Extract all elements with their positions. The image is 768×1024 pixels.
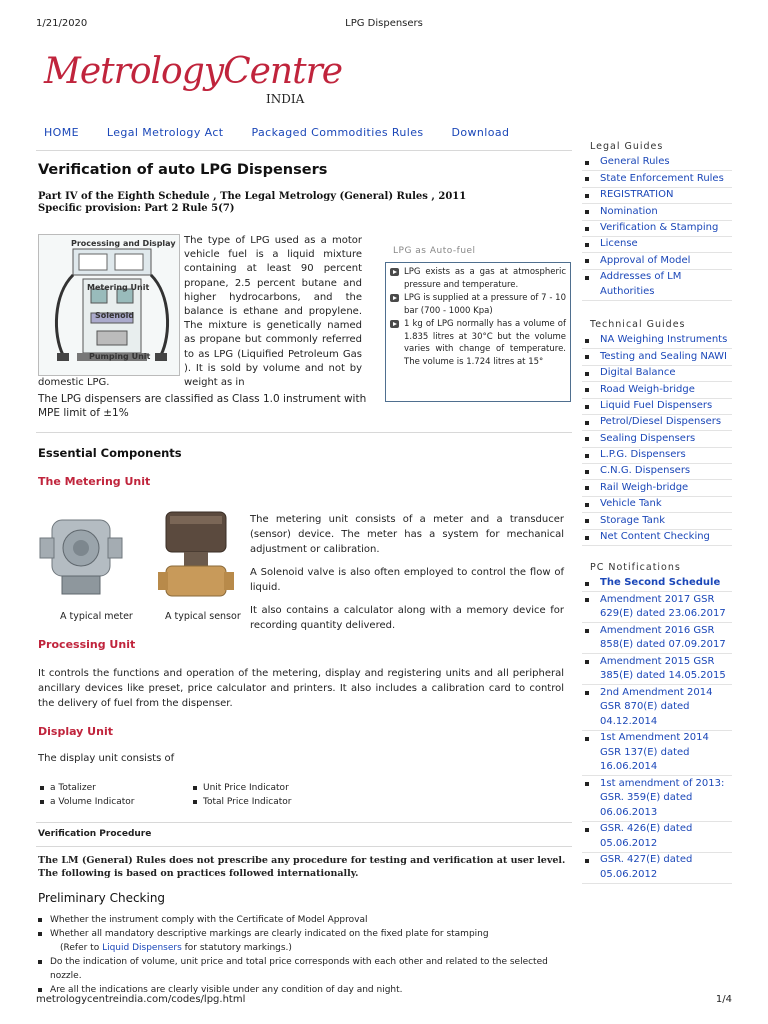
sidebar-legal-item-0[interactable]: General Rules: [582, 155, 732, 171]
sidebar-pc-item-4[interactable]: 2nd Amendment 2014 GSR 870(E) dated 04.12.2014: [582, 685, 732, 731]
sidebar-pc-item-5[interactable]: 1st Amendment 2014 GSR 137(E) dated 16.06.2014: [582, 731, 732, 777]
label-processing-display: Processing and Display: [71, 239, 176, 248]
sidebar-legal-guides-title: Legal Guides: [590, 141, 664, 152]
sidebar-pc-item-2[interactable]: Amendment 2016 GSR 858(E) dated 07.09.2017: [582, 623, 732, 654]
display-list-left: [40, 781, 134, 809]
heading-essential-components: Essential Components: [38, 446, 182, 460]
meter-caption: A typical meter: [60, 611, 133, 622]
main-nav: [44, 126, 533, 139]
site-logo[interactable]: [44, 51, 343, 112]
subtitle-provision: Specific provision: Part 2 Rule 5(7): [38, 203, 235, 214]
intro-paragraph: The type of LPG used as a motor vehicle fuel is a liquid mixture containing at least 90 percent propane, 2.5 percent butane and higher hydrocarbons, and the balance is ethane and propylene. The mixture is genetically named as propane but commonly referred to as LPG (Liquified Petroleum Gas ). It is sold by volume and not by weight as in: [184, 235, 362, 389]
logo-subtext: INDIA: [266, 92, 305, 106]
divider: [36, 432, 572, 433]
sidebar-technical-guides-title: Technical Guides: [590, 319, 686, 330]
nav-packaged-commodities-rules[interactable]: Packaged Commodities Rules: [251, 126, 424, 139]
arrow-bullet-icon: [390, 268, 399, 276]
divider: [36, 846, 572, 847]
sidebar-technical-item-4[interactable]: Liquid Fuel Dispensers: [582, 399, 732, 415]
sidebar-legal-item-5[interactable]: License: [582, 237, 732, 253]
list-item: Total Price Indicator: [193, 795, 291, 809]
nav-home[interactable]: HOME: [44, 126, 79, 139]
label-metering-unit: Metering Unit: [87, 283, 150, 292]
label-solenoid: Solenoid: [95, 311, 135, 320]
nav-legal-metrology-act[interactable]: Legal Metrology Act: [106, 126, 224, 139]
sidebar-technical-item-6[interactable]: Sealing Dispensers: [582, 431, 732, 447]
sidebar-technical-item-0[interactable]: NA Weighing Instruments: [582, 333, 732, 349]
display-intro: The display unit consists of: [38, 753, 175, 764]
processing-description: It controls the functions and operation of the metering, display and registering units and all peripheral ancillary devices like preset, price calculator and printers. It also includes a calibration card to control the delivery of fuel from the dispenser.: [38, 668, 564, 709]
sidebar-pc-item-6[interactable]: 1st amendment of 2013: GSR. 359(E) dated 06.06.2013: [582, 776, 732, 822]
info-box-title: LPG as Auto-fuel: [393, 246, 476, 256]
arrow-bullet-icon: [390, 294, 399, 302]
info-item: 1 kg of LPG normally has a volume of 1.835 litres at 30°C but the volume varies with change of temperature. The volume is 1.724 litres at 15°: [390, 318, 566, 368]
metering-paragraph: A Solenoid valve is also often employed to control the flow of liquid.: [250, 567, 564, 593]
print-page-number: 1/4: [715, 994, 732, 1005]
list-item: Whether all mandatory descriptive markings are clearly indicated on the fixed plate for stamping: [38, 927, 578, 941]
lm-rules-note: The LM (General) Rules does not prescribe any procedure for testing and verification at user level. The following is based on practices followed internationally.: [38, 855, 566, 879]
sidebar-technical-guides: [582, 333, 732, 546]
sidebar-legal-item-3[interactable]: Nomination: [582, 204, 732, 220]
divider: [36, 822, 572, 823]
sidebar-technical-item-1[interactable]: Testing and Sealing NAWI: [582, 349, 732, 365]
sidebar-pc-item-8[interactable]: GSR. 427(E) dated 05.06.2012: [582, 853, 732, 884]
sensor-image: [158, 506, 234, 602]
sidebar-technical-item-3[interactable]: Road Weigh-bridge: [582, 382, 732, 398]
info-box: [385, 262, 571, 402]
sidebar-technical-item-5[interactable]: Petrol/Diesel Dispensers: [582, 415, 732, 431]
sidebar-pc-notifications: [582, 576, 732, 884]
print-title: LPG Dispensers: [345, 18, 423, 29]
liquid-dispensers-link[interactable]: Liquid Dispensers: [102, 943, 182, 953]
metering-description: [250, 512, 564, 641]
sidebar-pc-notifications-title: PC Notifications: [590, 562, 681, 573]
info-item: LPG exists as a gas at atmospheric pressure and temperature.: [390, 266, 566, 291]
intro-paragraph-end: domestic LPG.: [38, 377, 110, 388]
list-item-refer: (Refer to Liquid Dispensers for statutory markings.): [60, 943, 292, 953]
sidebar-legal-item-7[interactable]: Addresses of LM Authorities: [582, 270, 732, 301]
nav-download[interactable]: Download: [451, 126, 510, 139]
sidebar-pc-item-7[interactable]: GSR. 426(E) dated 05.06.2012: [582, 822, 732, 853]
sidebar-technical-item-11[interactable]: Storage Tank: [582, 513, 732, 529]
sidebar-pc-item-0[interactable]: The Second Schedule: [582, 576, 732, 592]
heading-processing-unit: Processing Unit: [38, 638, 136, 651]
sidebar-legal-item-2[interactable]: REGISTRATION: [582, 188, 732, 204]
display-list-right: [193, 781, 291, 809]
subtitle-schedule: Part IV of the Eighth Schedule , The Legal Metrology (General) Rules , 2011: [38, 191, 467, 202]
sidebar-technical-item-10[interactable]: Vehicle Tank: [582, 497, 732, 513]
list-item: Whether the instrument comply with the Certificate of Model Approval: [38, 913, 578, 927]
metering-paragraph: It also contains a calculator along with a memory device for recording quantity delivered.: [250, 605, 564, 631]
divider: [36, 150, 572, 151]
sidebar-technical-item-9[interactable]: Rail Weigh-bridge: [582, 480, 732, 496]
verification-procedure-label: Verification Procedure: [38, 829, 152, 839]
sidebar-technical-item-7[interactable]: L.P.G. Dispensers: [582, 448, 732, 464]
sidebar-technical-item-2[interactable]: Digital Balance: [582, 366, 732, 382]
arrow-bullet-icon: [390, 320, 399, 328]
print-date: 1/21/2020: [36, 18, 88, 29]
logo-text: MetrologyCentre: [44, 51, 343, 92]
sidebar-pc-item-1[interactable]: Amendment 2017 GSR 629(E) dated 23.06.2017: [582, 592, 732, 623]
sidebar-technical-item-8[interactable]: C.N.G. Dispensers: [582, 464, 732, 480]
sidebar-legal-item-6[interactable]: Approval of Model: [582, 253, 732, 269]
list-item: Do the indication of volume, unit price and total price corresponds with each other and related to the selected nozzle.: [38, 955, 578, 983]
sidebar-legal-item-4[interactable]: Verification & Stamping: [582, 221, 732, 237]
info-item: LPG is supplied at a pressure of 7 - 10 bar (700 - 1000 Kpa): [390, 292, 566, 317]
heading-preliminary-checking: Preliminary Checking: [38, 891, 166, 905]
label-pumping-unit: Pumping Unit: [89, 352, 151, 361]
heading-display-unit: Display Unit: [38, 725, 113, 738]
print-url: metrologycentreindia.com/codes/lpg.html: [36, 994, 246, 1005]
list-item: Unit Price Indicator: [193, 781, 291, 795]
meter-image: [38, 508, 124, 600]
print-header: [36, 18, 732, 32]
sidebar-legal-guides: [582, 155, 732, 301]
dispenser-diagram: [38, 234, 180, 376]
sidebar-legal-item-1[interactable]: State Enforcement Rules: [582, 171, 732, 187]
page-title: Verification of auto LPG Dispensers: [38, 162, 328, 178]
heading-metering-unit: The Metering Unit: [38, 475, 151, 488]
sidebar-pc-item-3[interactable]: Amendment 2015 GSR 385(E) dated 14.05.2015: [582, 654, 732, 685]
list-item: a Totalizer: [40, 781, 134, 795]
list-item: a Volume Indicator: [40, 795, 134, 809]
list-item: Are all the indications are clearly visible under any condition of day and night.: [38, 983, 578, 997]
metering-paragraph: The metering unit consists of a meter and a transducer (sensor) device. The meter has a system for mechanical adjustment or calibration.: [250, 514, 564, 555]
preliminary-check-list: [38, 913, 578, 997]
sensor-caption: A typical sensor: [165, 611, 241, 622]
sidebar-technical-item-12[interactable]: Net Content Checking: [582, 530, 732, 546]
class-statement: The LPG dispensers are classified as Class 1.0 instrument with MPE limit of ±1%: [38, 393, 367, 419]
